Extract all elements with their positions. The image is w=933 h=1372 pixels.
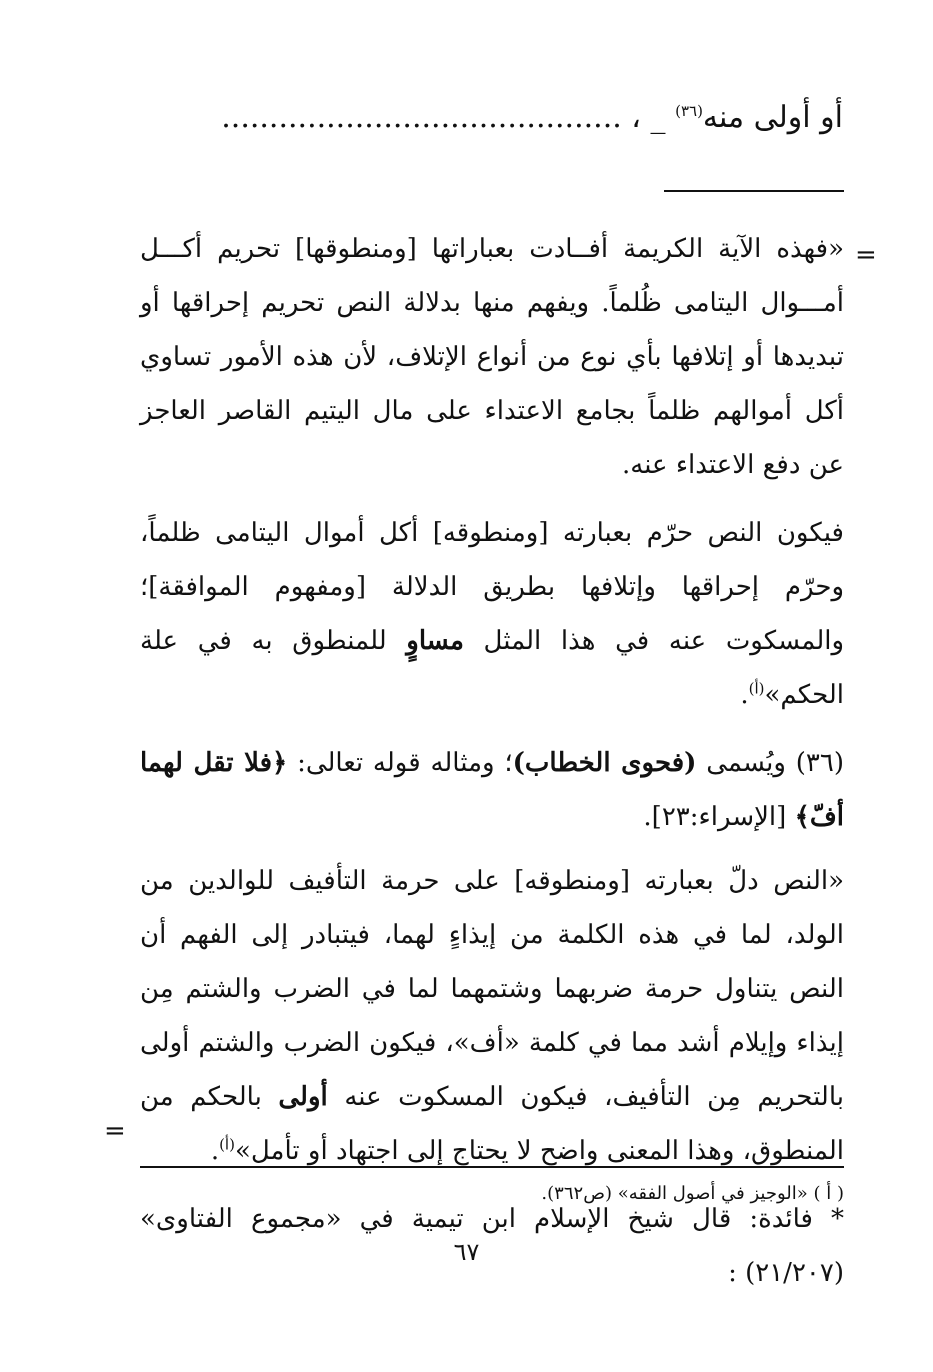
note-number: (٣٦): [795, 748, 845, 778]
bold-term-awla: أولى: [278, 1082, 328, 1112]
note-text-b: ؛ ومثاله قوله تعالى:: [297, 748, 513, 778]
quote-2-text-b: بالحكم من المنطوق، وهذا المعنى واضح لا يحتاج إلى اجتهاد أو تأمل»: [140, 1082, 844, 1166]
carried-over-line: [140, 88, 843, 148]
paragraph-2-text-b: للمنطوق به في علة الحكم»: [140, 626, 844, 710]
carried-over-text: أو أولى منه: [702, 100, 843, 135]
footnote-ref-a-2: (أ): [219, 1135, 235, 1154]
footnote-ref-a-1: (أ): [748, 679, 765, 698]
quran-verse: ﴿فلا تقل لهما أفّ﴾: [140, 748, 844, 832]
paragraph-2: [140, 506, 844, 722]
quote-paragraph-1: [140, 222, 844, 492]
note-text-a: ويُسمى: [706, 748, 786, 778]
page-number: ٦٧: [453, 1238, 480, 1266]
star-marker: *: [831, 1204, 844, 1234]
benefit-text: فائدة: قال شيخ الإسلام ابن تيمية في «مجموع الفتاوى» (٢١/٢٠٧) :: [140, 1204, 844, 1288]
bold-term-fahwa: (فحوى الخطاب): [512, 748, 697, 778]
footnote: ( أ ) «الوجيز في أصول الفقه» (ص٣٦٢).: [541, 1183, 844, 1204]
verse-citation: [الإسراء:٢٣].: [643, 802, 787, 832]
continuation-mark-left: =: [104, 1116, 126, 1146]
paragraph-2-end: .: [740, 680, 749, 710]
bold-term-musawin: مساوٍ: [406, 626, 464, 656]
note-ref-36: (٣٦): [675, 102, 703, 120]
main-text: [140, 222, 844, 1314]
quote-text-1: «فهذه الآية الكريمة أفــادت بعباراتها [ومنطوقها] تحريم أكـــل أمـــوال اليتامى ظُلماً. ويفهم منها بدلالة النص تحريم إحراقها أو تبديدها أو إتلافها بأي نوع من أنواع الإتلاف، لأن هذه الأمور تساوي أكل أموالهم ظلماً بجامع الاعتداء على مال اليتيم القاصر العاجز عن دفع الاعتداء عنه.: [140, 234, 844, 480]
quote-2-text-a: «النص دلّ بعبارته [ومنطوقه] على حرمة التأفيف للوالدين من الولد، لما في هذه الكلمة من إيذاءٍ لهما، فيتبادر إلى الفهم أن النص يتناول حرمة ضربهما وشتمهما لما في الضرب والشتم مِن إيذاء وإيلام أشد مما في كلمة «أف»، فيكون الضرب والشتم أولى بالتحريم مِن التأفيف، فيكون المسكوت عنه: [140, 866, 845, 1112]
quote-paragraph-2: [140, 854, 844, 1178]
header-separator: [664, 190, 844, 192]
continuation-mark-right: =: [855, 240, 877, 270]
note-36-paragraph: [140, 736, 844, 844]
quote-2-end: .: [210, 1136, 220, 1166]
paragraph-2-text-a: فيكون النص حرّم بعبارته [ومنطوقه] أكل أموال اليتامى ظلماً، وحرّم إحراقها وإتلافها بطريق الدلالة [ومفهوم الموافقة]؛ والمسكوت عنه في هذا المثل: [140, 518, 845, 656]
footnote-separator: [140, 1166, 844, 1168]
dotted-leader: _ ، ..........................................: [221, 100, 666, 135]
